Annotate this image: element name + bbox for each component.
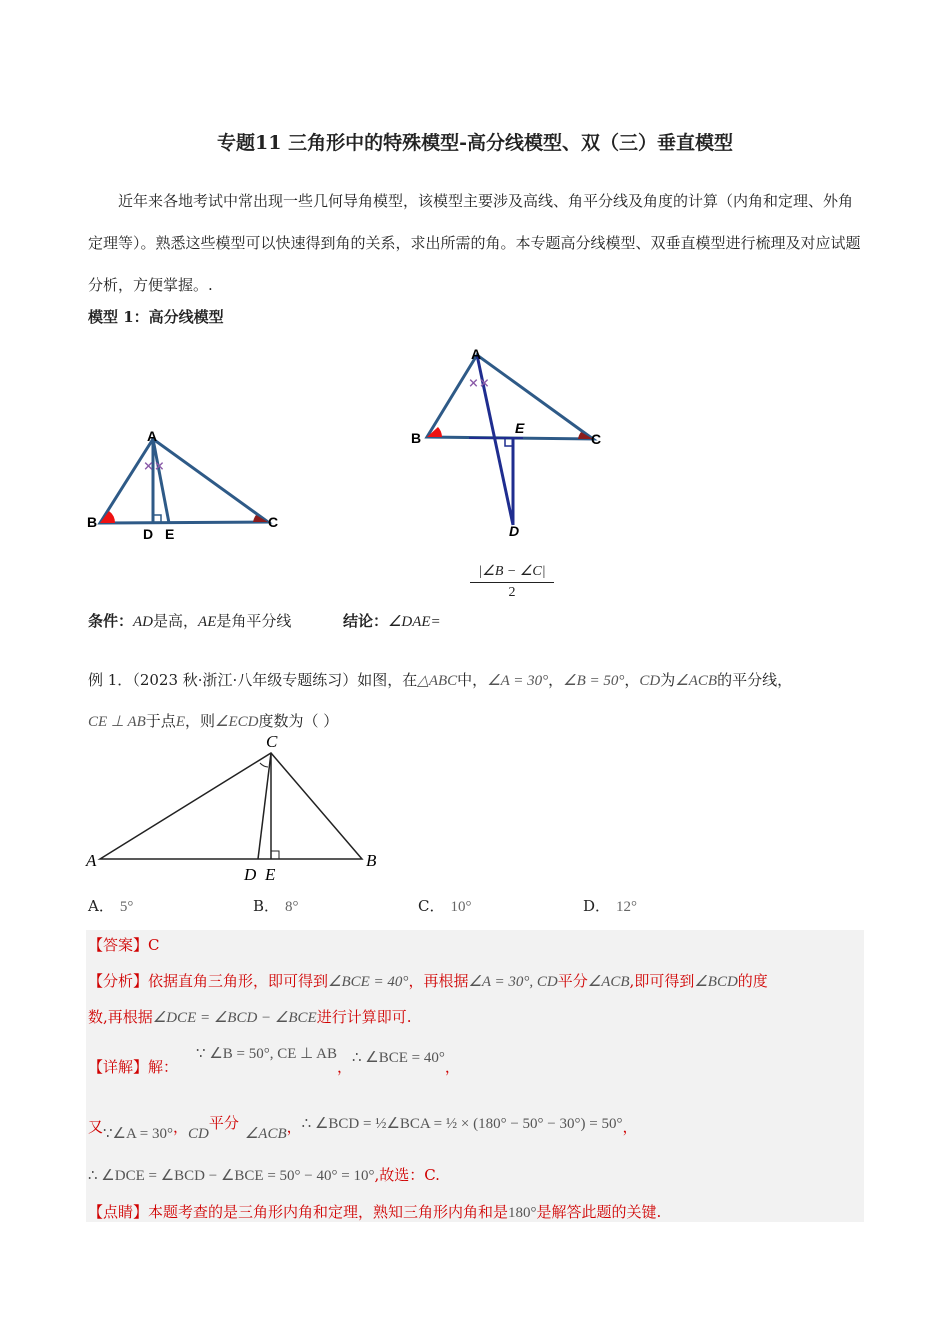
example-e: E [175, 714, 185, 730]
conclusion-label: 结论： [342, 612, 388, 630]
example-cd: CD [639, 673, 661, 689]
example-tri: △ABC [417, 673, 458, 689]
analysis-line-1 [88, 970, 768, 991]
fig1-label-e: E [165, 526, 175, 542]
fig2-label-a: A [471, 346, 482, 362]
option-b[interactable] [253, 895, 299, 916]
svg-text:××: ×× [143, 459, 165, 474]
option-a-value: 5° [119, 899, 134, 915]
condition-text-1: 是高， [153, 612, 199, 630]
example-acb: ∠ACB [675, 673, 718, 689]
condition-ae: AE [198, 614, 217, 630]
detail-text-6: 平分 [208, 1114, 239, 1132]
detail-text-2: ， [336, 1058, 352, 1076]
option-a-letter: A． [88, 897, 114, 915]
option-b-letter: B． [253, 897, 280, 915]
example-sep2: ， [624, 671, 640, 689]
example-source: （2023 秋·浙江·八年级专题练习）如图，在 [132, 671, 418, 689]
detail-line-2 [88, 1114, 638, 1142]
analysis-text-4: ,即可得到 [629, 972, 695, 990]
analysis-line-2 [88, 1006, 411, 1027]
example-ang-b: ∠B = 50° [563, 673, 625, 689]
fig1-label-b: B [87, 514, 98, 530]
condition-line [88, 610, 441, 631]
analysis-math-1: ∠BCE = 40° [328, 974, 409, 990]
detail-math-3: ∵∠A = 30° [103, 1126, 173, 1142]
example-p3: 的平分线， [717, 671, 793, 689]
fig3-label-b: B [366, 851, 377, 870]
conclusion-text: ∠DAE= [387, 614, 441, 630]
example-ecd: ∠ECD [215, 714, 259, 730]
example-p2: 为 [660, 671, 676, 689]
point-text-1: 本题考查的是三角形内角和定理，熟知三角形内角和是 [148, 1203, 509, 1221]
analysis-text-2: ，再根据 [408, 972, 469, 990]
fig3-label-c: C [266, 732, 278, 751]
fig1-label-d: D [143, 526, 154, 542]
fig2-label-b: B [411, 430, 422, 446]
example-sep1: ， [548, 671, 564, 689]
detail-math-2: ∴ ∠BCE = 40° [352, 1050, 445, 1066]
detail-tag: 【详解】 [88, 1058, 149, 1076]
fig2-label-d: D [509, 523, 520, 539]
point-tag: 【点睛】 [88, 1203, 149, 1221]
condition-label: 条件： [88, 612, 134, 630]
svg-text:××: ×× [468, 376, 490, 391]
option-a[interactable] [88, 895, 133, 916]
detail-text-4: 又 [88, 1118, 104, 1136]
fig3-label-e: E [265, 865, 276, 884]
fig2-label-e: E [515, 420, 525, 436]
analysis-math-4: ∠BCD [694, 974, 738, 990]
option-d-letter: D． [583, 897, 611, 915]
option-b-value: 8° [285, 899, 299, 915]
fig3-label-d: D [244, 865, 257, 884]
detail-text-3: ， [444, 1058, 460, 1076]
analysis-text-7: 进行计算即可. [316, 1008, 412, 1026]
model-1-heading: 模型 1：高分线模型 [88, 308, 224, 326]
option-c[interactable] [418, 895, 471, 916]
detail-math-1: ∵ ∠B = 50°, CE ⊥ AB [196, 1046, 337, 1062]
option-d[interactable] [583, 895, 637, 916]
detail-text-1: 解： [148, 1058, 179, 1076]
analysis-math-5: ∠DCE = ∠BCD − ∠BCE [152, 1010, 317, 1026]
analysis-text-6: 数,再根据 [88, 1008, 153, 1026]
detail-text-5: ， [172, 1118, 188, 1136]
figure-3-triangle [84, 730, 384, 885]
condition-text-2: 是角平分线 [216, 612, 292, 630]
formula-denominator: 2 [508, 585, 516, 600]
example-ang-a: ∠A = 30° [487, 673, 549, 689]
detail-text-7: ， [622, 1118, 638, 1136]
point-text-2: 是解答此题的关键. [536, 1203, 662, 1221]
page-title: 专题11 三角形中的特殊模型-高分线模型、双（三）垂直模型 [217, 132, 733, 154]
analysis-math-2: ∠A = 30°, CD [468, 974, 558, 990]
analysis-math-3: ∠ACB [587, 974, 630, 990]
fig2-label-c: C [591, 431, 602, 447]
option-c-value: 10° [450, 899, 472, 915]
detail-text-8: ,故选：C. [374, 1166, 440, 1184]
detail-line-1 [88, 1046, 460, 1077]
figure-1-triangle [85, 425, 285, 545]
example-ceab: CE ⊥ AB [88, 714, 146, 730]
detail-text-6b: ， [286, 1118, 302, 1136]
analysis-tag: 【分析】 [88, 972, 149, 990]
formula-fraction [470, 563, 554, 601]
detail-math-7: ∴ ∠DCE = ∠BCD − ∠BCE = 50° − 40° = 10° [88, 1168, 375, 1184]
detail-math-5: ∠ACB [244, 1126, 287, 1142]
fig3-label-a: A [86, 851, 97, 870]
analysis-text-3: 平分 [557, 972, 588, 990]
example-p1: 中， [457, 671, 488, 689]
example-label: 例 1． [88, 671, 133, 689]
detail-math-4: CD [188, 1126, 209, 1142]
formula-numerator: |∠B − ∠C| [470, 563, 554, 583]
figure-2-triangle [405, 345, 615, 540]
condition-ad: AD [133, 614, 154, 630]
example-p6: 度数为（ ） [258, 712, 339, 730]
detail-line-3 [88, 1164, 440, 1185]
option-d-value: 12° [616, 899, 638, 915]
point-line [88, 1201, 661, 1222]
fig1-label-c: C [268, 514, 279, 530]
analysis-text-5: 的度 [737, 972, 768, 990]
example-p5: ，则 [184, 712, 215, 730]
intro-paragraph: 近年来各地考试中常出现一些几何导角模型，该模型主要涉及高线、角平分线及角度的计算（内角和定理、外角定理等）。熟悉这些模型可以快速得到角的关系，求出所需的角。本专题高分线模型、双垂直模型进行梳理及对应试题分析，方便掌握。. [88, 192, 861, 294]
option-c-letter: C． [418, 897, 445, 915]
answer-line: 【答案】C [88, 936, 160, 954]
point-math: 180° [508, 1205, 537, 1221]
detail-math-6: ∴ ∠BCD = ½∠BCA = ½ × (180° − 50° − 30°) = 50° [301, 1116, 623, 1132]
example-p4: 于点 [145, 712, 176, 730]
fig1-label-a: A [147, 428, 158, 444]
analysis-text-1: 依据直角三角形，即可得到 [148, 972, 329, 990]
